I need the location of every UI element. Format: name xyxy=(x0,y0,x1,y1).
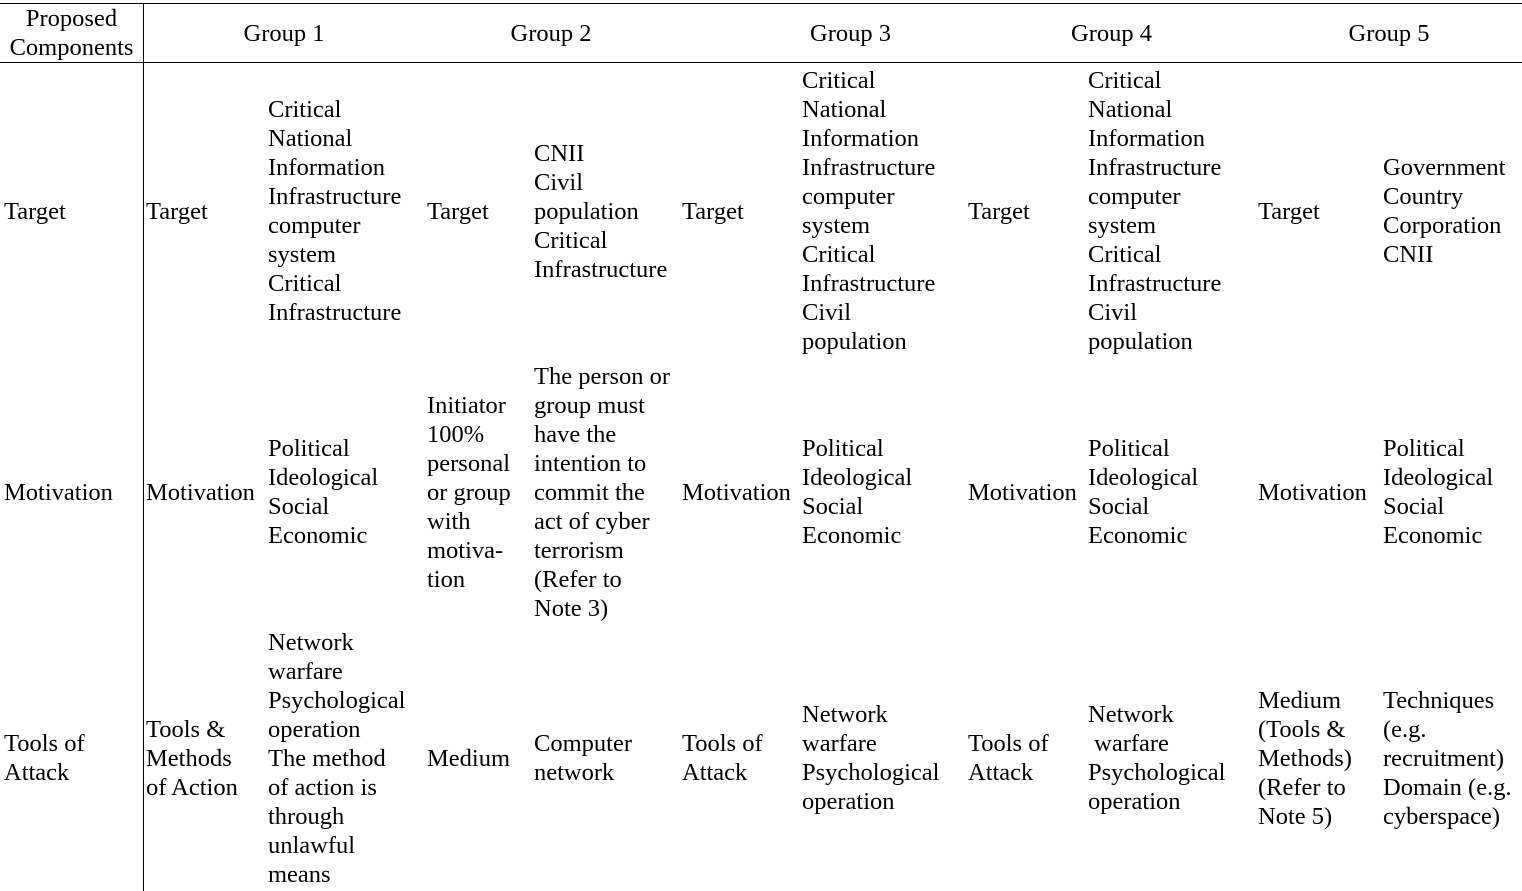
cell-line: Critical xyxy=(802,241,876,268)
cell-line: (Tools & xyxy=(1258,715,1346,743)
cell-line: Country xyxy=(1383,183,1464,210)
cell-line: Motivation xyxy=(968,478,1077,506)
cell-line: Tools of xyxy=(4,730,85,757)
cell-line: operation xyxy=(1088,788,1181,815)
cell-line: Tools & xyxy=(146,715,226,743)
cell-line: Infrastructure xyxy=(268,299,402,326)
cell-line: Infrastructure xyxy=(802,154,936,181)
g4-target-desc xyxy=(1088,63,1254,359)
cell-line: cyberspace) xyxy=(1383,802,1500,830)
cell-line: Critical xyxy=(268,270,342,297)
g5-target-desc xyxy=(1383,63,1522,359)
g4-tools-term xyxy=(968,625,1086,891)
cell-line: Attack xyxy=(4,759,70,786)
cell-line: Critical xyxy=(534,226,608,254)
cell-line: (Refer to xyxy=(534,565,622,593)
cell-line: Ideological xyxy=(1088,464,1199,491)
cell-line: Economic xyxy=(802,522,902,549)
cell-line: National xyxy=(802,96,887,123)
cell-line: Motivation xyxy=(146,478,255,506)
cell-line: Methods) xyxy=(1258,744,1352,772)
g1-tools-term xyxy=(146,625,266,891)
cell-line: with xyxy=(427,507,471,535)
cell-line: unlawful xyxy=(268,831,356,859)
g5-target-term xyxy=(1258,63,1380,359)
g1-target-desc xyxy=(268,63,424,359)
cell-line: personal xyxy=(427,449,510,477)
header-line: Components xyxy=(9,34,134,61)
cell-line: Political xyxy=(1088,435,1170,462)
cell-line: Target xyxy=(427,197,489,225)
cell-line: Economic xyxy=(268,522,368,549)
cell-line: Network xyxy=(268,628,354,656)
cell-line: Infrastructure xyxy=(534,255,668,283)
header-group-5: Group 5 xyxy=(1348,19,1430,47)
cell-line: Civil xyxy=(1088,299,1138,326)
cell-line: act of cyber xyxy=(534,507,650,535)
cell-line: Target xyxy=(1258,197,1320,225)
cell-line: Social xyxy=(1088,493,1150,520)
g4-motivation-desc xyxy=(1088,359,1254,625)
cell-line: commit the xyxy=(534,478,645,506)
cell-line: Political xyxy=(802,435,884,462)
g1-motivation-term xyxy=(146,359,266,625)
cell-line: computer xyxy=(268,212,361,239)
header-proposed-components xyxy=(0,4,143,62)
cell-line: Motivation xyxy=(4,478,113,506)
cell-line: Civil xyxy=(534,168,584,196)
cell-line: CNII xyxy=(1383,241,1434,268)
g1-tools-desc xyxy=(268,625,424,891)
cell-line: Target xyxy=(146,197,208,225)
g5-motivation-desc xyxy=(1383,359,1522,625)
cell-line: population xyxy=(1088,328,1193,355)
cell-line: Methods xyxy=(146,744,232,772)
cell-line: Economic xyxy=(1383,522,1483,549)
cell-line: population xyxy=(534,197,639,225)
cell-line: operation xyxy=(268,715,361,743)
cell-line: system xyxy=(1088,212,1157,239)
cell-line: of action is xyxy=(268,773,377,801)
cell-line: Initiator xyxy=(427,391,506,419)
cell-line: Infrastructure xyxy=(802,270,936,297)
cell-line: Political xyxy=(1383,435,1465,462)
cell-line: tion xyxy=(427,565,466,593)
cell-line: recruitment) xyxy=(1383,744,1505,772)
cell-line: have the xyxy=(534,420,617,448)
cell-line: Social xyxy=(802,493,864,520)
cell-line: CNII xyxy=(534,139,585,167)
cell-line: warfare xyxy=(802,730,877,757)
cell-line: Techniques xyxy=(1383,686,1495,714)
cell-line: Information xyxy=(268,154,386,181)
cell-line: National xyxy=(268,125,353,152)
g3-tools-desc xyxy=(802,625,966,891)
cell-line: Motivation xyxy=(682,478,791,506)
cell-line: Ideological xyxy=(268,464,379,491)
cell-line: Economic xyxy=(1088,522,1188,549)
cell-line: through xyxy=(268,802,345,830)
g4-motivation-term xyxy=(968,359,1086,625)
cell-line: (e.g. xyxy=(1383,715,1427,743)
g4-tools-desc xyxy=(1088,625,1254,891)
cell-line: Note 3) xyxy=(534,594,609,622)
header-group-4: Group 4 xyxy=(1071,19,1152,47)
cell-line: warfare xyxy=(1088,730,1169,757)
cell-line: Psychological xyxy=(268,686,406,714)
cell-line: 100% xyxy=(427,420,485,448)
g2-tools-desc xyxy=(534,625,680,891)
cell-line: network xyxy=(534,759,615,786)
cell-line: Information xyxy=(802,125,920,152)
cell-line: Target xyxy=(968,197,1030,225)
g3-tools-term xyxy=(682,625,800,891)
cell-line: (Refer to xyxy=(1258,773,1346,801)
g2-target-term xyxy=(427,63,532,359)
g3-target-desc xyxy=(802,63,966,359)
g1-motivation-desc xyxy=(268,359,424,625)
cell-line: Social xyxy=(268,493,330,520)
cell-line: Psychological xyxy=(1088,759,1226,786)
header-line: Proposed xyxy=(25,5,118,32)
cell-line: Critical xyxy=(1088,67,1162,94)
cell-line: Motivation xyxy=(1258,478,1367,506)
cell-line: Tools of xyxy=(968,730,1049,757)
cell-line: intention to xyxy=(534,449,647,477)
cell-line: Target xyxy=(4,197,66,225)
g5-tools-term xyxy=(1258,625,1380,891)
g2-motivation-term xyxy=(427,359,532,625)
cell-line: Ideological xyxy=(802,464,913,491)
cell-line: Critical xyxy=(1088,241,1162,268)
cell-line: Computer xyxy=(534,730,632,757)
g2-motivation-desc xyxy=(534,359,680,625)
cell-line: or group xyxy=(427,478,511,506)
cell-line: Tools of xyxy=(682,730,763,757)
g5-motivation-term xyxy=(1258,359,1380,625)
cell-line: system xyxy=(802,212,871,239)
cell-line: Attack xyxy=(968,759,1034,786)
g3-motivation-term xyxy=(682,359,800,625)
label-column-divider xyxy=(143,3,144,891)
cell-line: Network xyxy=(802,701,888,728)
cell-line: Attack xyxy=(682,759,748,786)
cell-line: Psychological xyxy=(802,759,940,786)
cell-line: Civil xyxy=(802,299,852,326)
cell-line: of Action xyxy=(146,773,238,801)
header-group-2: Group 2 xyxy=(510,19,592,47)
g3-target-term xyxy=(682,63,800,359)
cell-line: National xyxy=(1088,96,1173,123)
cell-line: Network xyxy=(1088,701,1174,728)
cell-line: operation xyxy=(802,788,895,815)
g3-motivation-desc xyxy=(802,359,966,625)
cell-line: motiva- xyxy=(427,536,504,564)
header-group-1: Group 1 xyxy=(243,19,325,47)
cell-line: Critical xyxy=(802,67,876,94)
cell-line: The method xyxy=(268,744,386,772)
cell-line: Ideological xyxy=(1383,464,1494,491)
cell-line: Corporation xyxy=(1383,212,1502,239)
cell-line: group must xyxy=(534,391,645,419)
cell-line: means xyxy=(268,860,331,888)
cell-line: Target xyxy=(682,197,744,225)
cell-line: Political xyxy=(268,435,350,462)
cell-line: Note 5) xyxy=(1258,802,1333,830)
g2-tools-term xyxy=(427,625,532,891)
cell-line: The person or xyxy=(534,362,671,390)
cell-line: warfare xyxy=(268,657,343,685)
cell-line: terrorism xyxy=(534,536,624,564)
g5-tools-desc xyxy=(1383,625,1522,891)
cell-line: Social xyxy=(1383,493,1445,520)
cell-line: Medium xyxy=(1258,686,1342,714)
g2-target-desc xyxy=(534,63,680,359)
cell-line: population xyxy=(802,328,907,355)
g4-target-term xyxy=(968,63,1086,359)
cell-line: Critical xyxy=(268,96,342,123)
cell-line: computer xyxy=(802,183,895,210)
g1-target-term xyxy=(146,63,266,359)
cell-line: Infrastructure xyxy=(1088,270,1222,297)
cell-line: Medium xyxy=(427,744,511,772)
row-label-tools-of-attack xyxy=(4,625,142,891)
cell-line: computer xyxy=(1088,183,1181,210)
cell-line: Infrastructure xyxy=(268,183,402,210)
cell-line: Domain (e.g. xyxy=(1383,773,1512,801)
cell-line: Government xyxy=(1383,154,1506,181)
cell-line: system xyxy=(268,241,337,268)
cell-line: Information xyxy=(1088,125,1206,152)
cell-line: Infrastructure xyxy=(1088,154,1222,181)
row-label-motivation xyxy=(4,359,142,625)
row-label-target xyxy=(4,63,142,359)
header-group-3: Group 3 xyxy=(810,19,891,47)
